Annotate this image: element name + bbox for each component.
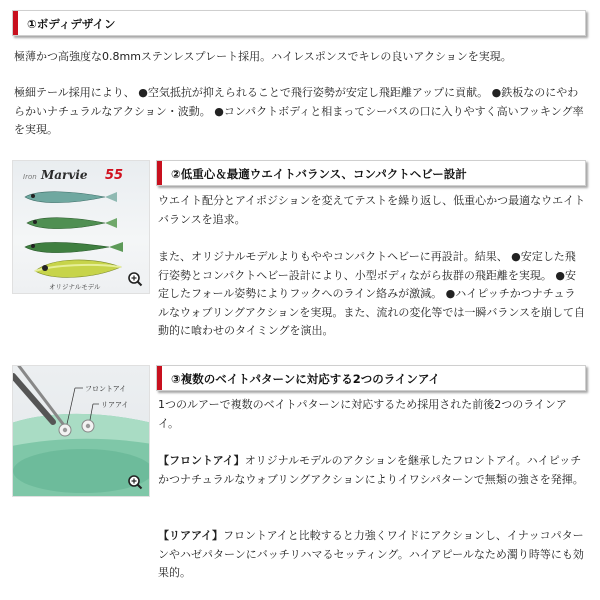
front-eye-label: フロントアイ [85,385,127,393]
section3-header [156,365,586,391]
section3-rear-eye-paragraph [158,527,586,583]
logo-name: Marvie [41,168,88,182]
section1-title: ①ボディデザイン [27,17,116,31]
section2-title: ②低重心＆最適ウエイトバランス、コンパクトヘビー設計 [171,167,467,181]
section3-front-eye-paragraph [158,452,586,489]
rear-eye-label: リアアイ [101,401,129,409]
accent-bar [157,366,162,390]
logo-prefix: Iron [23,173,37,181]
section1-paragraph-1: 極薄かつ高強度な0.8mmステンレスプレート採用。ハイレスポンスでキレの良いアクションを実現。 [14,50,512,63]
original-model-caption: オリジナルモデル [49,283,101,291]
rear-eye-heading: 【リアアイ】 [158,529,224,542]
section2-paragraph-2: また、オリジナルモデルよりもややコンパクトヘビーに再設計。結果、 ●安定した飛行姿勢とコンパクトヘビー設計により、小型ボディながら抜群の飛距離を実現。 ●安定したフォール姿勢によりフックへのライン絡みが激減。 ●ハイピッチかつナチュラルなウォブリングアクションを実現。また、流れの変化等では一瞬バランスを崩して自動的に喰わせのタイミングを演出。 [158,250,586,337]
magnifier-plus-icon[interactable] [127,271,143,287]
section3-title: ③複数のベイトパターンに対応する2つのラインアイ [171,372,440,386]
section2-header [156,160,586,186]
section1-paragraph-2: 極細テール採用により、 ●空気抵抗が抑えられることで飛行姿勢が安定し飛距離アップに貢献。 ●鉄板なのにやわらかいナチュラルなアクション・波動。 ●コンパクトボディと相まってシーバスの口に入りやすく高いフッキング率を実現。 [14,86,584,136]
front-eye-text: オリジナルモデルのアクションを継承したフロントアイ。ハイピッチかつナチュラルなウォブリングアクションによりイワシパターンで無類の強さを発揮。 [158,454,584,486]
section3-intro: 1つのルアーで複数のベイトパターンに対応するため採用された前後2つのラインアイ。 [158,398,567,430]
magnifier-plus-icon[interactable] [127,474,143,490]
section2-paragraph-1: ウエイト配分とアイポジションを変えてテストを繰り返し、低重心かつ最適なウエイトバランスを追求。 [158,194,586,226]
front-eye-heading: 【フロントアイ】 [158,454,245,467]
accent-bar [157,161,162,185]
rear-eye-text: フロントアイと比較すると力強くワイドにアクションし、イナッコパターンやハゼパターンにバッチリハマるセッティング。ハイアピールなため濁り時等にも効果的。 [158,529,584,579]
logo-number: 55 [105,168,124,183]
accent-bar [13,11,18,35]
line-eye-closeup-image[interactable] [12,365,150,497]
section1-header [12,10,586,36]
marvie55-lure-image[interactable] [12,160,150,294]
